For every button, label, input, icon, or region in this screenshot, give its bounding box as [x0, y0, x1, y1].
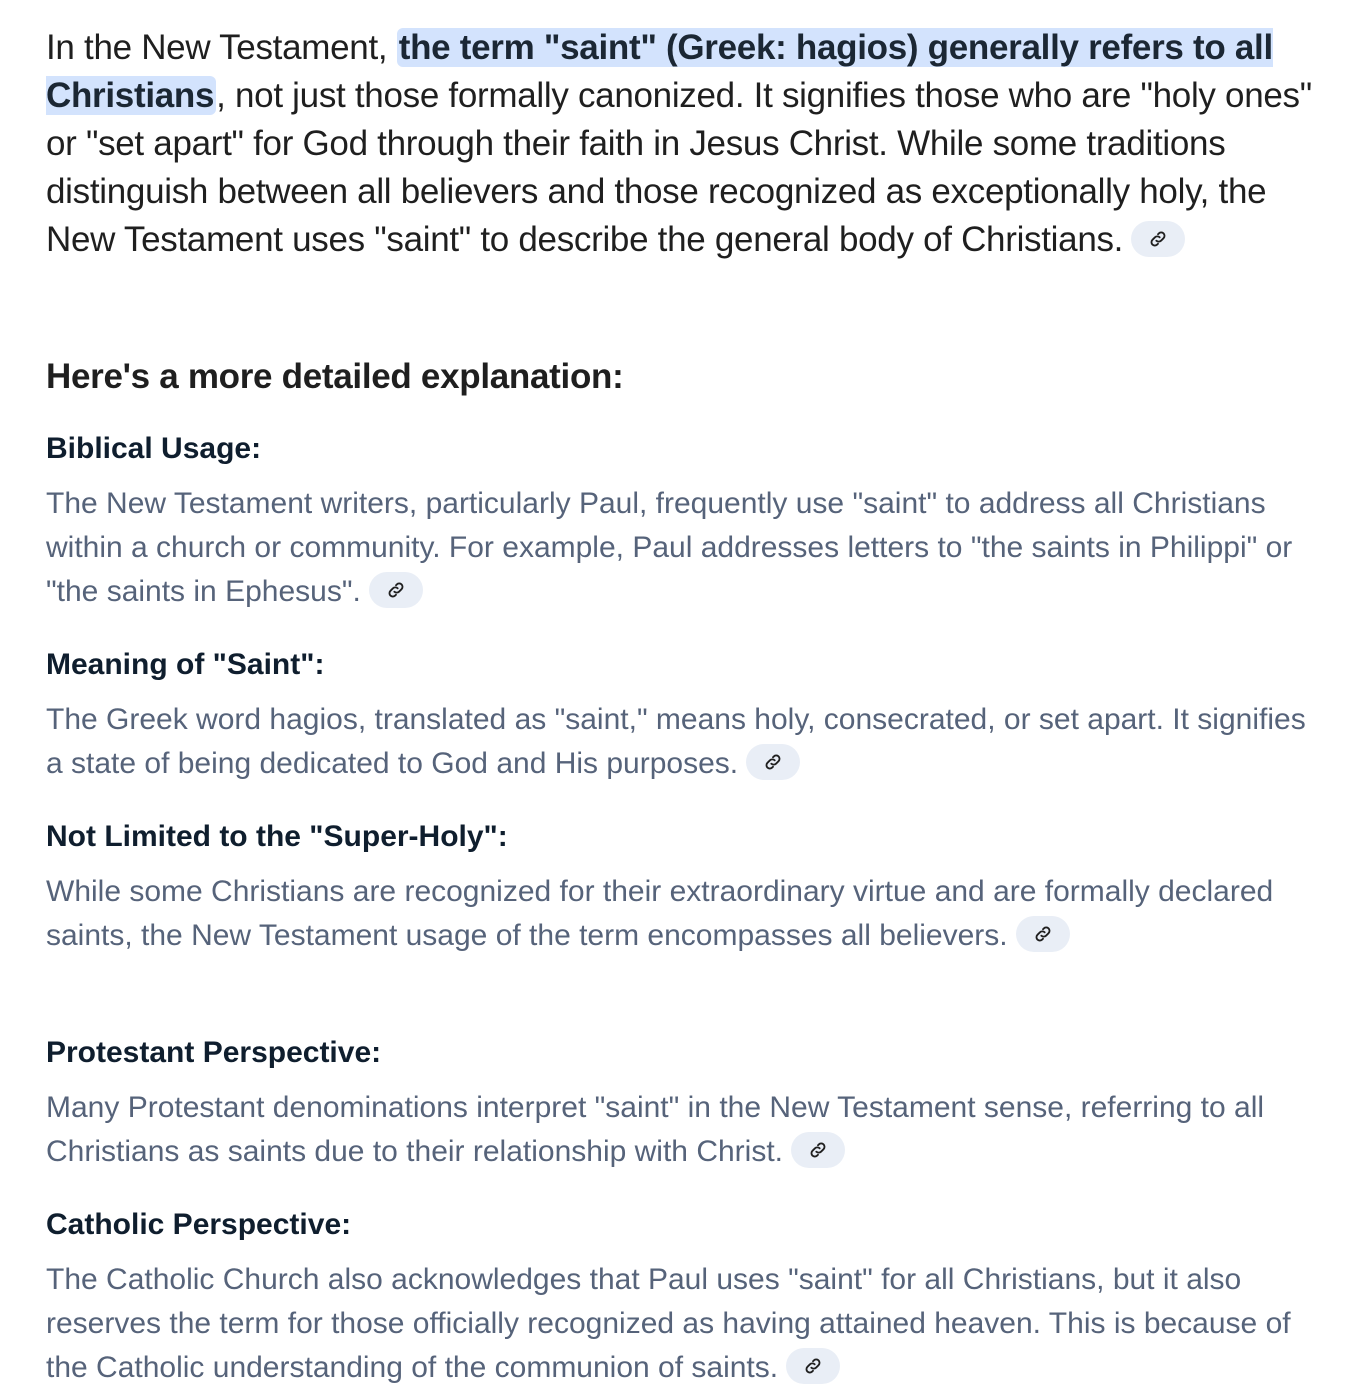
link-icon: [1033, 924, 1053, 944]
citation-link-button[interactable]: [369, 572, 423, 608]
section-text: The New Testament writers, particularly Paul, frequently use "saint" to address all Christians within a church or community. For example, Paul addresses letters to "the saints in Philippi" or "the saints in Ephesus".: [46, 487, 1293, 608]
section-heading: Protestant Perspective:: [46, 1036, 382, 1069]
section-heading: Biblical Usage:: [46, 432, 262, 465]
intro-paragraph: [46, 24, 1316, 264]
section-heading: Meaning of "Saint":: [46, 648, 325, 681]
section-body: [46, 870, 1322, 958]
link-icon: [763, 752, 783, 772]
link-icon: [803, 1356, 823, 1376]
section-text: The Catholic Church also acknowledges that Paul uses "saint" for all Christians, but it also reserves the term for those officially recognized as having attained heaven. This is because of the Catholic understanding of the communion of saints.: [46, 1263, 1291, 1384]
citation-link-button[interactable]: [1016, 916, 1070, 952]
section-text: The Greek word hagios, translated as "saint," means holy, consecrated, or set apart. It signifies a state of being dedicated to God and His purposes.: [46, 703, 1306, 780]
citation-link-button[interactable]: [746, 744, 800, 780]
link-icon: [808, 1140, 828, 1160]
link-icon: [1148, 229, 1168, 249]
section-catholic-perspective: [46, 1208, 1322, 1390]
section-heading: Catholic Perspective:: [46, 1208, 352, 1241]
section-not-limited: [46, 820, 1322, 958]
citation-link-button[interactable]: [786, 1348, 840, 1384]
section-body: [46, 1258, 1322, 1390]
section-meaning-of-saint: [46, 648, 1322, 786]
section-biblical-usage: [46, 432, 1322, 614]
section-body: [46, 698, 1322, 786]
section-body: [46, 482, 1322, 614]
section-lead-heading: Here's a more detailed explanation:: [46, 357, 624, 396]
citation-link-button[interactable]: [791, 1132, 845, 1168]
citation-link-button[interactable]: [1131, 221, 1185, 257]
link-icon: [386, 580, 406, 600]
section-heading: Not Limited to the "Super-Holy":: [46, 820, 508, 853]
section-text: Many Protestant denominations interpret "saint" in the New Testament sense, referring to all Christians as saints due to their relationship with Christ.: [46, 1091, 1265, 1168]
highlighted-text[interactable]: the term "saint" (Greek: hagios) generally refers to all Christians: [46, 28, 1273, 115]
section-text: While some Christians are recognized for their extraordinary virtue and are formally declared saints, the New Testament usage of the term encompasses all believers.: [46, 875, 1274, 952]
section-protestant-perspective: [46, 1036, 1322, 1174]
section-body: [46, 1086, 1322, 1174]
intro-text-before: In the New Testament,: [46, 28, 397, 67]
intro-text-after: , not just those formally canonized. It signifies those who are "holy ones" or "set apart" for God through their faith in Jesus Christ. While some traditions distinguish between all believers and those recognized as exceptionally holy, the New Testament uses "saint" to describe the general body of Christians.: [46, 76, 1312, 259]
